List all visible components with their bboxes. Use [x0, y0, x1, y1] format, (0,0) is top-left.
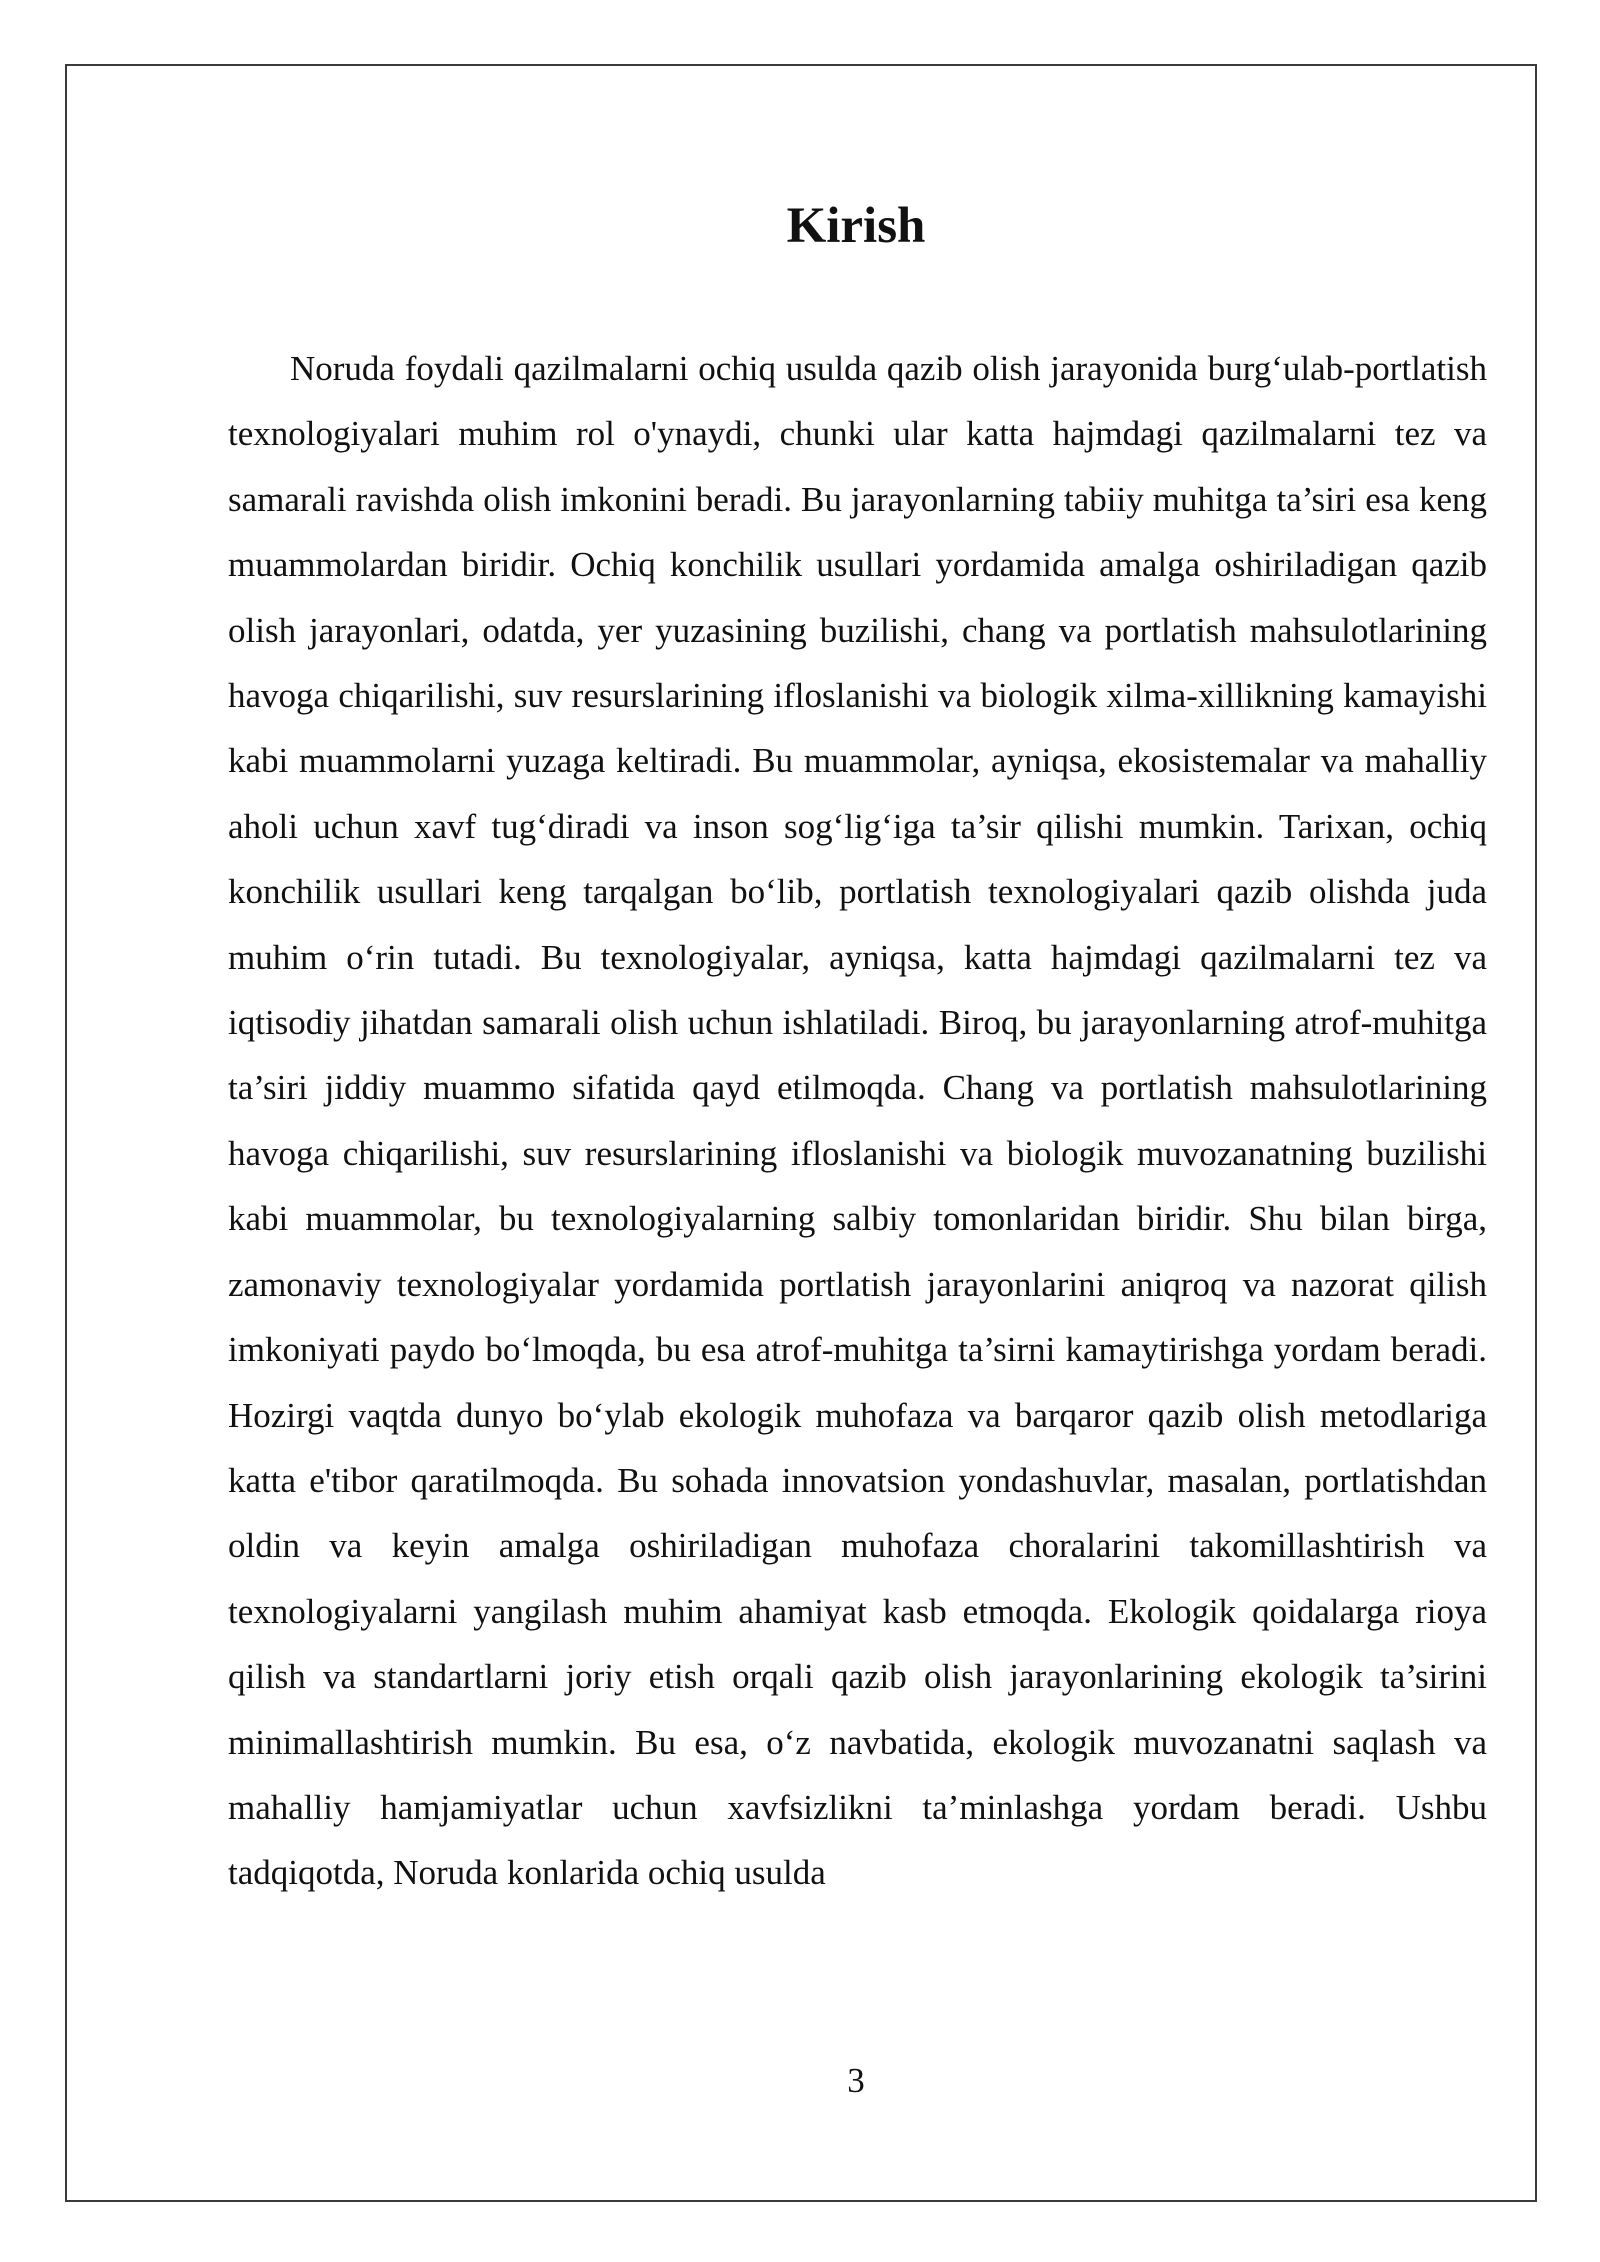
body-paragraph: Noruda foydali qazilmalarni ochiq usulda qazib olish jarayonida burg‘ulab-portlatish texnologiyalari muhim rol o'ynaydi, chunki ular katta hajmdagi qazilmalarni tez va samarali ravishda olish imkonini beradi. Bu jarayonlarning tabiiy muhitga ta’siri esa keng muammolardan biridir. Ochiq konchilik usullari yordamida amalga oshiriladigan qazib olish jarayonlari, odatda, yer yuzasining buzilishi, chang va portlatish mahsulotlarining havoga chiqarilishi, suv resurslarining ifloslanishi va biologik xilma-xillikning kamayishi kabi muammolarni yuzaga keltiradi. Bu muammolar, ayniqsa, ekosistemalar va mahalliy aholi uchun xavf tug‘diradi va inson sog‘lig‘iga ta’sir qilishi mumkin. Tarixan, ochiq konchilik usullari keng tarqalgan bo‘lib, portlatish texnologiyalari qazib olishda juda muhim o‘rin tutadi. Bu texnologiyalar, ayniqsa, katta hajmdagi qazilmalarni tez va iqtisodiy jihatdan samarali olish uchun ishlatiladi. Biroq, bu jarayonlarning atrof-muhitga ta’siri jiddiy muammo sifatida qayd etilmoqda. Chang va portlatish mahsulotlarining havoga chiqarilishi, suv resurslarining ifloslanishi va biologik muvozanatning buzilishi kabi muammolar, bu texnologiyalarning salbiy tomonlaridan biridir. Shu bilan birga, zamonaviy texnologiyalar yordamida portlatish jarayonlarini aniqroq va nazorat qilish imkoniyati paydo bo‘lmoqda, bu esa atrof-muhitga ta’sirni kamaytirishga yordam beradi. Hozirgi vaqtda dunyo bo‘ylab ekologik muhofaza va barqaror qazib olish metodlariga katta e'tibor qaratilmoqda. Bu sohada innovatsion yondashuvlar, masalan, portlatishdan oldin va keyin amalga oshiriladigan muhofaza choralarini takomillashtirish va texnologiyalarni yangilash muhim ahamiyat kasb etmoqda. Ekologik qoidalarga rioya qilish va standartlarni joriy etish orqali qazib olish jarayonlarining ekologik ta’sirini minimallashtirish mumkin. Bu esa, o‘z navbatida, ekologik muvozanatni saqlash va mahalliy hamjamiyatlar uchun xavfsizlikni ta’minlashga yordam beradi. Ushbu tadqiqotda, Noruda konlarida ochiq usulda: [228, 349, 1487, 1893]
page-number: 3: [847, 2061, 865, 2100]
page-title: Kirish: [786, 198, 926, 254]
